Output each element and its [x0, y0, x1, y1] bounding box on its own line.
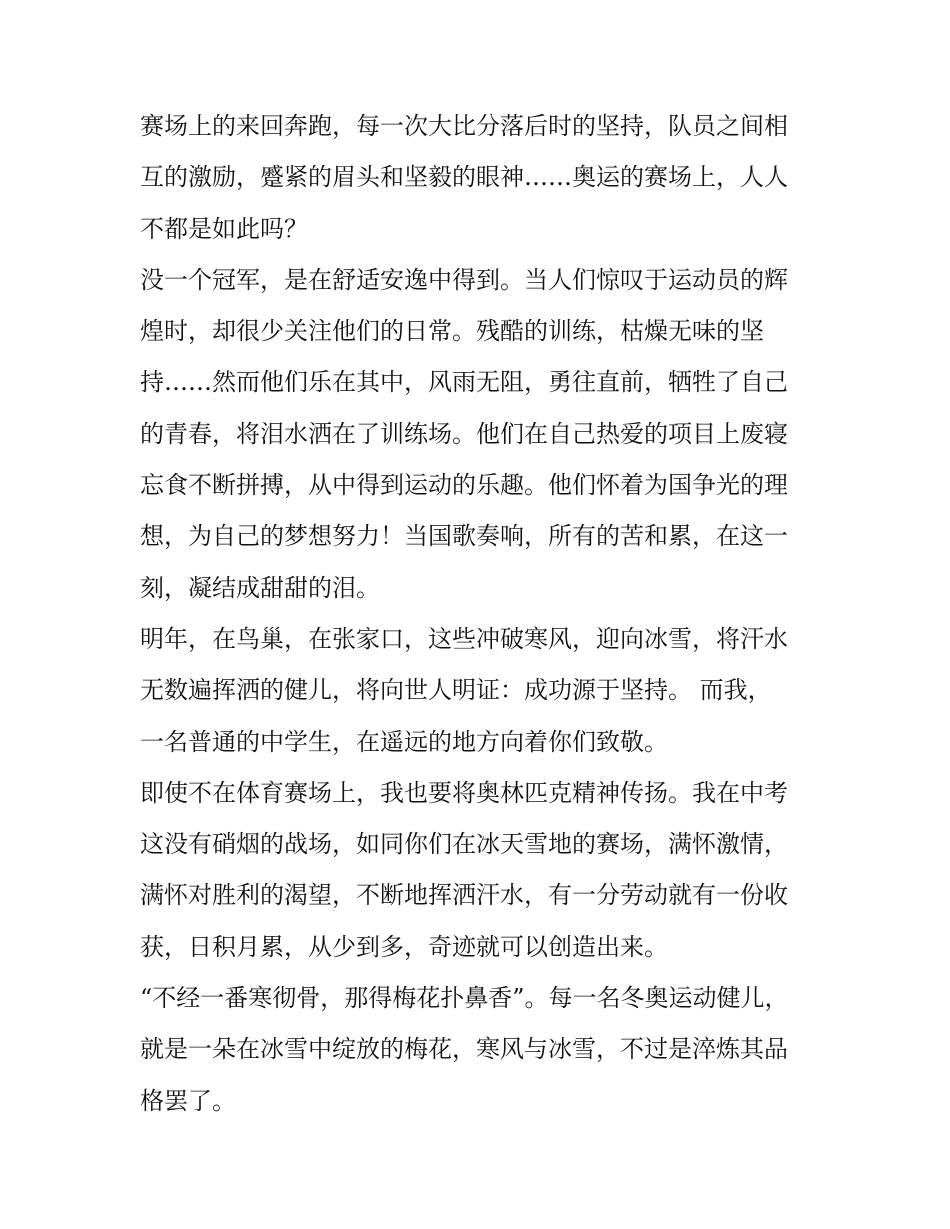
text-line: 互的激励，蹙紧的眉头和坚毅的眼神……奥运的赛场上，人人	[140, 163, 788, 192]
text-line: 明年，在鸟巢，在张家口，这些冲破寒风，迎向冰雪，将汗水	[140, 624, 788, 653]
text-line: 刻，凝结成甜甜的泪。	[140, 573, 380, 602]
text-line: 满怀对胜利的渴望，不断地挥洒汗水，有一分劳动就有一份收	[140, 881, 788, 910]
text-line: 就是一朵在冰雪中绽放的梅花，寒风与冰雪，不过是淬炼其品	[140, 1035, 788, 1064]
text-line: 没一个冠军，是在舒适安逸中得到。当人们惊叹于运动员的辉	[140, 265, 788, 294]
text-line: 获，日积月累，从少到多，奇迹就可以创造出来。	[140, 932, 668, 961]
text-line: 不都是如此吗？	[140, 214, 308, 243]
text-line: 煌时，却很少关注他们的日常。残酷的训练，枯燥无味的坚	[140, 317, 764, 346]
text-line: “不经一番寒彻骨，那得梅花扑鼻香”。每一名冬奥运动健儿，	[140, 984, 789, 1013]
text-line: 持……然而他们乐在其中，风雨无阻，勇往直前，牺牲了自己	[140, 368, 788, 397]
text-line: 想，为自己的梦想努力！当国歌奏响，所有的苦和累，在这一	[140, 522, 788, 551]
text-line: 格罢了。	[140, 1086, 236, 1115]
text-line: 这没有硝烟的战场，如同你们在冰天雪地的赛场，满怀激情，	[140, 830, 788, 859]
text-line: 忘食不断拼搏，从中得到运动的乐趣。他们怀着为国争光的理	[140, 471, 788, 500]
text-line: 赛场上的来回奔跑，每一次大比分落后时的坚持，队员之间相	[140, 112, 788, 140]
essay-body	[140, 101, 820, 1127]
text-line: 即使不在体育赛场上，我也要将奥林匹克精神传扬。我在中考	[140, 778, 788, 807]
text-line: 无数遍挥洒的健儿，将向世人明证：成功源于坚持。 而我，	[140, 676, 772, 705]
text-line: 一名普通的中学生，在遥远的地方向着你们致敬。	[140, 727, 668, 756]
text-line: 的青春，将泪水洒在了训练场。他们在自己热爱的项目上废寝	[140, 419, 788, 448]
